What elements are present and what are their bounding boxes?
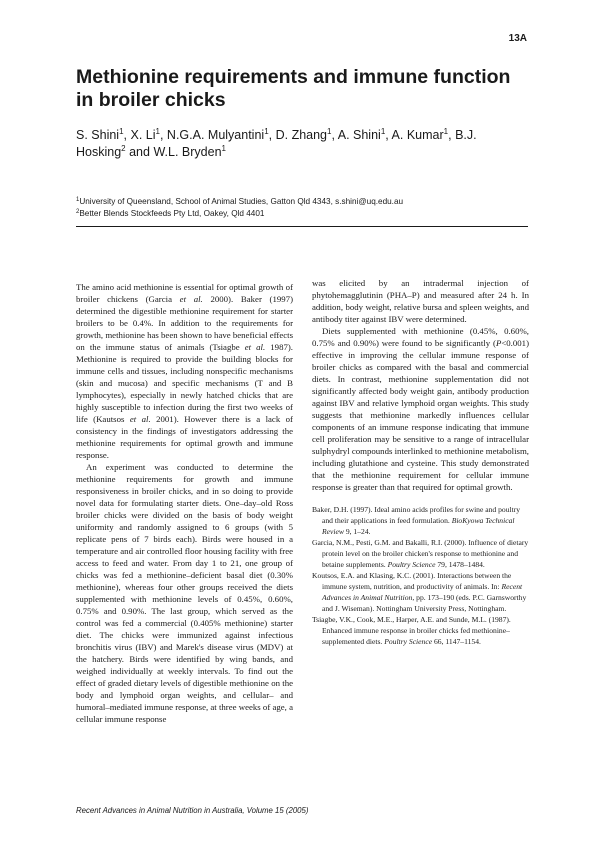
author: [76, 128, 124, 142]
author-name: N.G.A. Mulyantini: [166, 128, 265, 142]
author-affiliation-mark: 1: [221, 144, 226, 153]
paper-title: Methionine requirements and immune function in broiler chicks: [76, 66, 511, 111]
author-name: X. Li: [130, 128, 156, 142]
author: [276, 128, 332, 142]
author-name: A. Shini: [337, 128, 381, 142]
body-column-right: [312, 277, 529, 647]
author-list: [76, 127, 526, 161]
body-paragraph: Diets supplemented with methionine (0.45%, 0.60%, 0.75% and 0.90%) were found to be significantly (P<0.001) effective in improving the cellular immune response of broiler chicks as compared with the basal and commercial diets. In contrast, methionine supplementation did not significantly affected body weight gain, antibody production against IBV and relative lymphoid organ weights. This study suggests that methionine markedly influences cellular components of an immune response indicating that immune cell proliferation may be sensitive to a range of intracellular sulphydryl compounds interlinked to methionine metabolism, including glutathione and cysteine. This study demonstrated that the methionine requirement for cellular immune response is greater than that required for optimal growth.: [312, 326, 529, 492]
body-paragraph: An experiment was conducted to determine the methionine requirements for growth and immune responsiveness in broiler chicks, and in so doing to provide novel data for formulating starter diets. One–day–old Ross broiler chicks were divided on the basis of body weight uniformity and randomly assigned to 6 groups (with 5 replicate pens of 7 birds each). Birds were housed in a temperature and air controlled floor housing facility with free access to feed and water. From day 1 to 21, one group of chicks was fed a methionine–deficient basal diet (0.30% methionine), whereas four other groups received the diets supplemented with methionine levels of 0.45%, 0.60%, 0.75% and 0.90%. The last group, which served as the control was fed a commercial (0.405% methionine) starter diet. The chicks were immunized against infectious bronchitis virus (IBV) and Marek's disease virus (MDV) at the hatchery. Birds were identified by wing bands, and weighed individually at weekly intervals. To find out the effect of graded dietary levels of digestible methionine on the body and lymphoid organ weights, and cellular– and humoral–mediated immune response, at three weeks of age, a cellular immune response: [76, 462, 293, 724]
page-number: 13A: [508, 33, 527, 44]
author-affiliation-mark: 1: [443, 127, 449, 136]
author: [167, 128, 269, 142]
author-affiliation-mark: 1: [264, 127, 269, 136]
reference-item: Garcia, N.M., Pesti, G.M. and Bakalli, R.I. (2000). Influence of dietary protein level on the broiler chicken's response to methionine and betaine supplements. Poultry Science 79, 1478–1484.: [312, 538, 529, 569]
affiliation-text: Better Blends Stockfeeds Pty Ltd, Oakey, Qld 4401: [79, 209, 265, 218]
affiliation-mark: 2: [76, 209, 80, 215]
author-affiliation-mark: 1: [119, 127, 124, 136]
reference-item: Tsiagbe, V.K., Cook, M.E., Harper, A.E. and Sunde, M.L. (1987). Enhanced immune response in broiler chicks fed methionine–supplemented diets. Poultry Science 66, 1147–1154.: [312, 615, 511, 646]
affiliation: [76, 196, 526, 208]
author-name: A. Kumar: [391, 128, 444, 142]
author-name: D. Zhang: [275, 128, 328, 142]
author-separator: ,: [385, 128, 392, 142]
author: [338, 128, 386, 142]
author-affiliation-mark: 1: [327, 127, 332, 136]
author: [153, 145, 226, 159]
affiliation-list: [76, 196, 526, 220]
reference-list: [312, 504, 529, 647]
body-paragraph: The amino acid methionine is essential for optimal growth of broiler chickens (Garcia et al. 2000). Baker (1997) determined the digestible methionine requirement for starter broilers to be 0.4%. In addition to the requirements for growth, methionine has been shown to have beneficial effects on the immune status of animals (Tsiagbe et al. 1987). Methionine is required to provide the building blocks for immune cells and tissues, including nonspecific mechanisms (skin and mucosa) and specific mechanisms (T and B lymphocytes), especially in newly hatched chicks that are highly susceptible to infection during the first two weeks of life (Kautsos et al. 2001). However there is a lack of consistency in the findings of investigators addressing the methionine requirements for optimal growth and immune response.: [76, 282, 294, 460]
author-separator: ,: [123, 128, 131, 142]
author-name: B.J. Hosking: [76, 128, 477, 159]
author-separator: ,: [159, 128, 167, 142]
author-separator: ,: [268, 128, 276, 142]
author-separator: ,: [448, 128, 456, 142]
author-affiliation-mark: 1: [380, 127, 386, 136]
author-separator: ,: [331, 128, 338, 142]
author-affiliation-mark: 2: [121, 144, 126, 153]
body-paragraph: was elicited by an intradermal injection of phytohemagglutinin (PHA–P) and measured after 24 h. In addition, body weight, relative bursa and spleen weights, and antibody titer against IBV were determined.: [312, 278, 529, 324]
page-footer: Recent Advances in Animal Nutrition in Australia, Volume 15 (2005): [76, 806, 309, 815]
author-affiliation-mark: 1: [155, 127, 160, 136]
reference-item: Koutsos, E.A. and Klasing, K.C. (2001). Interactions between the immune system, nutrition, and productivity of animals. In: Recent Advances in Animal Nutrition, pp. 173–190 (eds. P.C. Garnsworthy and J. Wiseman). Nottingham University Press, Nottingham.: [312, 571, 527, 613]
header-divider: [76, 226, 528, 227]
body-column-left: [76, 281, 293, 725]
author-name: S. Shini: [76, 128, 120, 142]
affiliation: [76, 208, 526, 220]
author-name: W.L. Bryden: [153, 145, 222, 159]
affiliation-text: University of Queensland, School of Animal Studies, Gatton Qld 4343, s.shini@uq.edu.au: [79, 197, 404, 206]
affiliation-mark: 1: [76, 197, 80, 203]
author: [392, 128, 449, 142]
reference-item: Baker, D.H. (1997). Ideal amino acids profiles for swine and poultry and their applications in feed formulation. BioKyowa Technical Review 9, 1–24.: [312, 505, 521, 536]
author: [131, 128, 160, 142]
author-separator: and: [125, 145, 154, 159]
